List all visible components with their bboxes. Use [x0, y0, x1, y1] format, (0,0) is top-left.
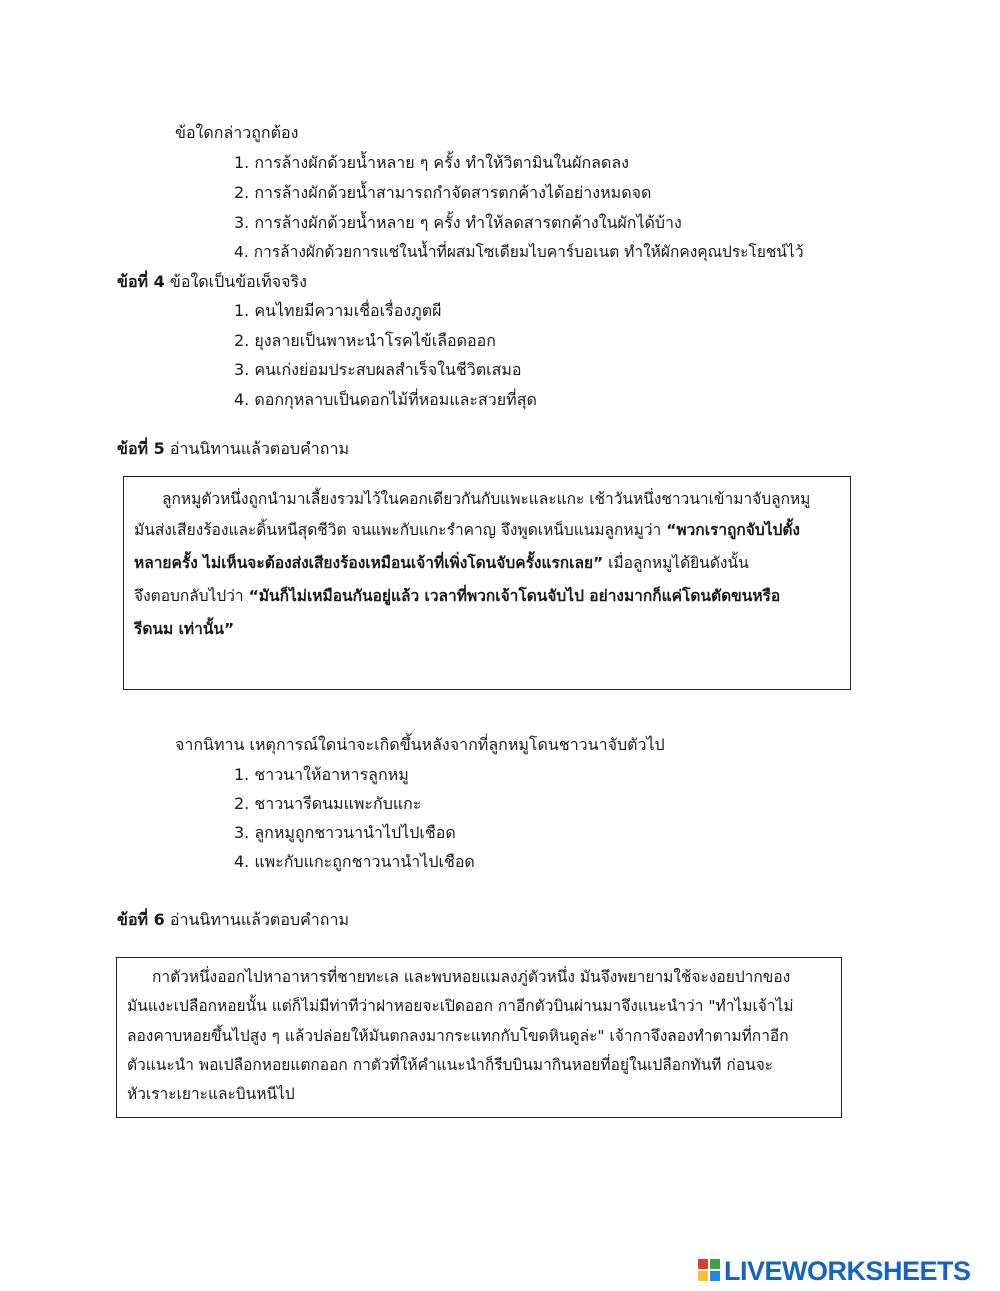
q5-prompt: อ่านนิทานแล้วตอบคำถาม [169, 439, 349, 458]
q5-story-line-4-bold: “มันก็ไม่เหมือนกันอยู่แล้ว เวลาที่พวกเจ้าโดนจับไป อย่างมากก็แค่โดนตัดขนหรือ [248, 587, 781, 605]
q4-option-1: 1. คนไทยมีความเชื่อเรื่องภูตผี [234, 301, 442, 320]
q5-number: ข้อที่ 5 [117, 439, 165, 458]
q5-story-line-2 [134, 518, 800, 542]
q5-option-3: 3. ลูกหมูถูกชาวนานำไปไปเชือด [234, 823, 456, 842]
q5-story-line-2-plain: มันส่งเสียงร้องและดิ้นหนีสุดชีวิต จนแพะกับแกะรำคาญ จึงพูดเหน็บแนมลูกหมูว่า [134, 521, 667, 539]
q4-heading [117, 270, 307, 294]
q5-question: จากนิทาน เหตุการณ์ใดน่าจะเกิดขึ้นหลังจากที่ลูกหมูโดนชาวนาจับตัวไป [175, 735, 665, 754]
q5-story-line-3-plain: เมื่อลูกหมูได้ยินดังนั้น [603, 554, 749, 572]
liveworksheets-logo-text: LIVEWORKSHEETS [724, 1255, 971, 1286]
q5-option-4: 4. แพะกับแกะถูกชาวนานำไปเชือด [234, 852, 475, 871]
q5-story-line-1: ลูกหมูตัวหนึ่งถูกนำมาเลี้ยงรวมไว้ในคอกเดียวกันกับแพะและแกะ เช้าวันหนึ่งชาวนาเข้ามาจับลูกหมู [162, 490, 811, 508]
q4-option-2: 2. ยุงลายเป็นพาหะนำโรคไข้เลือดออก [234, 331, 496, 350]
q6-story-line-2: มันแงะเปลือกหอยนั้น แต่ก็ไม่มีท่าทีว่าฝาหอยจะเปิดออก กาอีกตัวบินผ่านมาจึงแนะนำว่า "ทำไมเจ้าไม่ [127, 997, 794, 1015]
q6-story-box [116, 957, 842, 1118]
q6-prompt: อ่านนิทานแล้วตอบคำถาม [169, 910, 349, 929]
q6-number: ข้อที่ 6 [117, 910, 165, 929]
q4-prompt: ข้อใดเป็นข้อเท็จจริง [169, 272, 307, 291]
q6-story-line-1: กาตัวหนึ่งออกไปหาอาหารที่ชายทะเล และพบหอยแมลงภู่ตัวหนึ่ง มันจึงพยายามใช้จะงอยปากของ [152, 968, 791, 986]
q5-story-line-5 [134, 617, 234, 641]
q5-story-line-3 [134, 551, 749, 575]
q3-prompt: ข้อใดกล่าวถูกต้อง [175, 123, 299, 142]
q5-story-line-2-bold: “พวกเราถูกจับไปตั้ง [666, 521, 800, 539]
q6-story-line-4: ตัวแนะนำ พอเปลือกหอยแตกออก กาตัวที่ให้คำแนะนำก็รีบบินมากินหอยที่อยู่ในเปลือกทันที ก่อนจะ [127, 1056, 774, 1074]
q4-option-4: 4. ดอกกุหลาบเป็นดอกไม้ที่หอมและสวยที่สุด [234, 390, 537, 409]
liveworksheets-logo [698, 1257, 971, 1285]
q3-option-4: 4. การล้างผักด้วยการแช่ในน้ำที่ผสมโซเดียมไบคาร์บอเนต ทำให้ผักคงคุณประโยชน์ไว้ [234, 243, 804, 261]
q6-heading [117, 908, 349, 932]
q5-story-line-3-bold: หลายครั้ง ไม่เห็นจะต้องส่งเสียงร้องเหมือนเจ้าที่เพิ่งโดนจับครั้งแรกเลย” [134, 554, 604, 572]
q5-option-2: 2. ชาวนารีดนมแพะกับแกะ [234, 794, 422, 813]
q3-option-1: 1. การล้างผักด้วยน้ำหลาย ๆ ครั้ง ทำให้วิตามินในผักลดลง [234, 153, 629, 172]
q4-option-3: 3. คนเก่งย่อมประสบผลสำเร็จในชีวิตเสมอ [234, 360, 522, 379]
q3-option-2: 2. การล้างผักด้วยน้ำสามารถกำจัดสารตกค้างได้อย่างหมดจด [234, 183, 652, 202]
q5-story-line-4-plain: จึงตอบกลับไปว่า [134, 587, 249, 605]
q4-number: ข้อที่ 4 [117, 272, 165, 291]
q5-option-1: 1. ชาวนาให้อาหารลูกหมู [234, 765, 409, 784]
q6-story-line-3: ลองคาบหอยขึ้นไปสูง ๆ แล้วปล่อยให้มันตกลงมากระแทกกับโขดหินดูล่ะ" เจ้ากาจึงลองทำตามที่กาอีก [127, 1027, 789, 1045]
liveworksheets-logo-icon [698, 1259, 720, 1283]
q5-story-line-4 [134, 584, 780, 608]
q6-story-line-5: หัวเราะเยาะและบินหนีไป [127, 1085, 295, 1103]
q5-story-line-5-bold: รีดนม เท่านั้น” [134, 620, 235, 638]
q5-story-box [123, 476, 851, 690]
q5-heading [117, 437, 349, 461]
q3-option-3: 3. การล้างผักด้วยน้ำหลาย ๆ ครั้ง ทำให้ลดสารตกค้างในผักได้บ้าง [234, 213, 682, 232]
